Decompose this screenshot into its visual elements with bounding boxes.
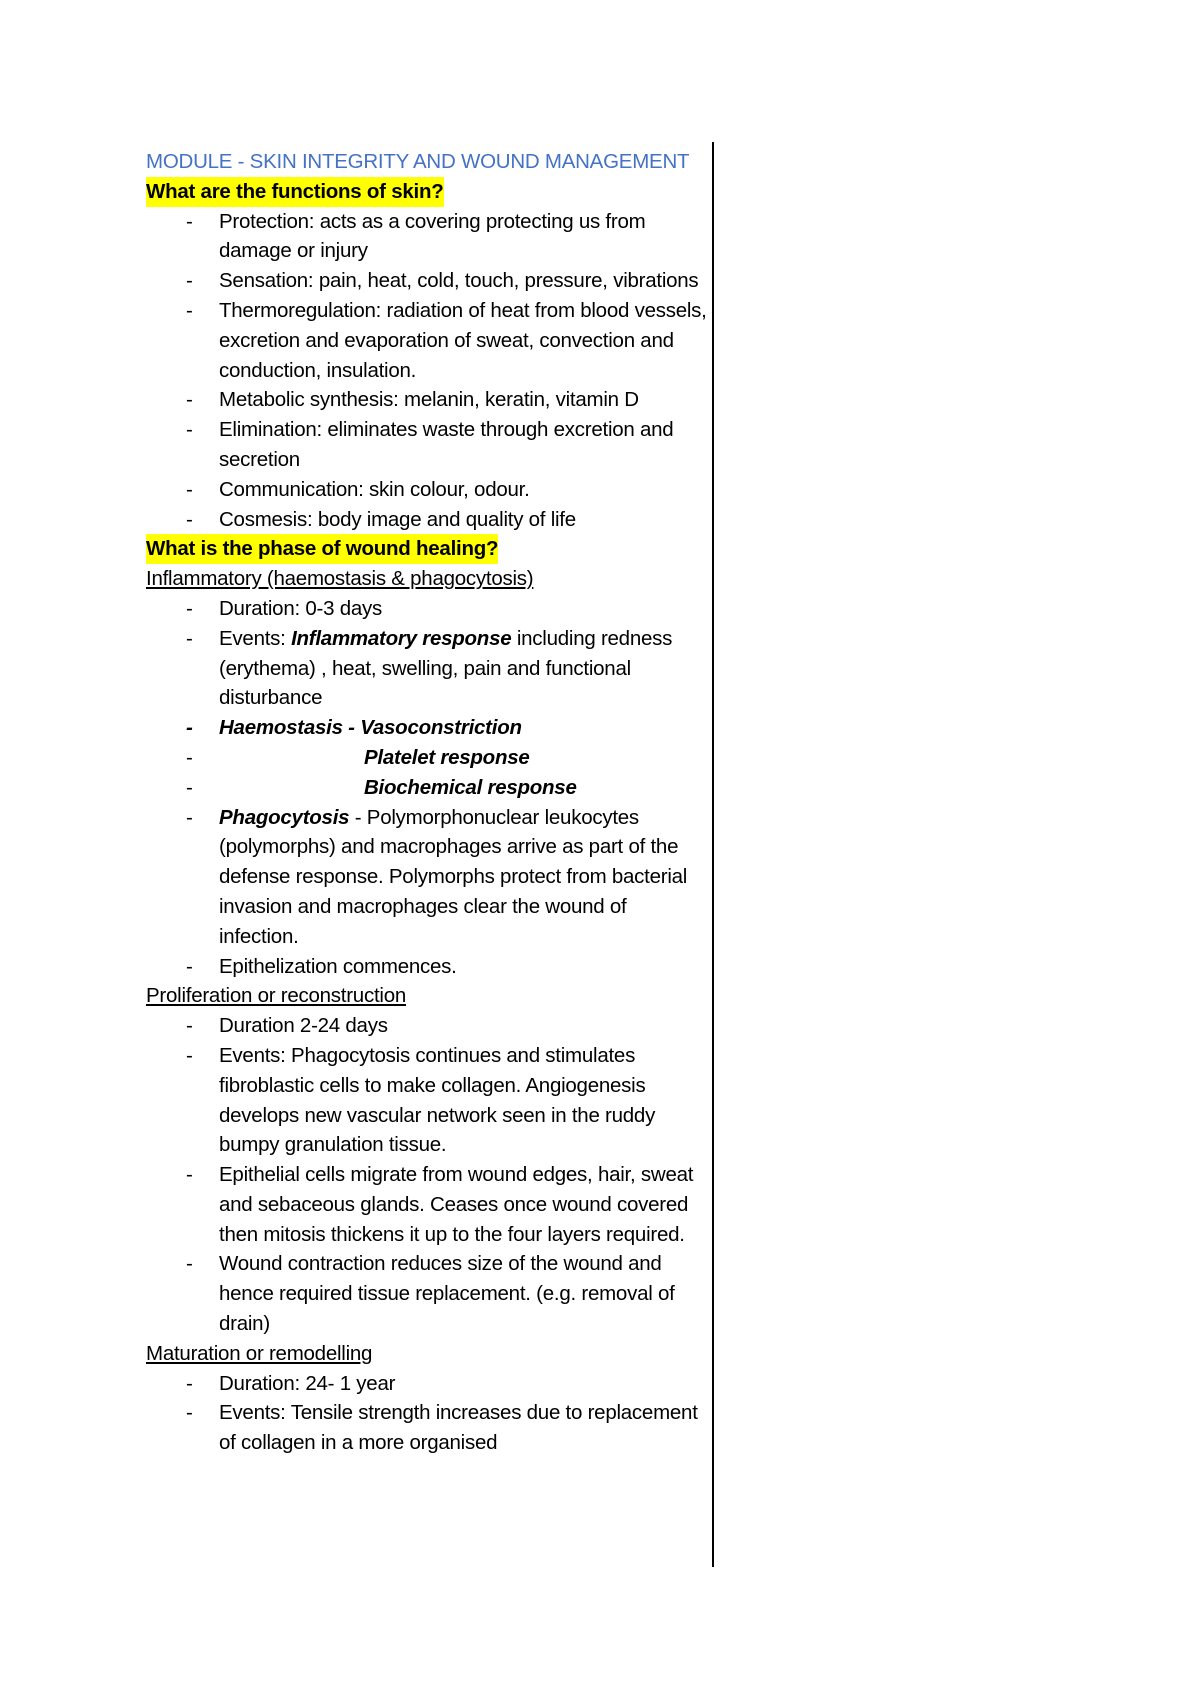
section-heading-maturation: Maturation or remodelling bbox=[146, 1341, 373, 1365]
section-heading-proliferation: Proliferation or reconstruction bbox=[146, 984, 407, 1008]
question-wound-healing: What is the phase of wound healing? bbox=[146, 534, 498, 564]
list-item: - Events: Tensile strength increases due to replacement of collagen in a more organised bbox=[146, 1398, 711, 1458]
list-item: - Metabolic synthesis: melanin, keratin, vitamin D bbox=[146, 385, 711, 415]
functions-list bbox=[146, 207, 711, 535]
biochemical-response-term: Biochemical response bbox=[364, 775, 577, 799]
inflammatory-response-term: Inflammatory response bbox=[291, 626, 512, 650]
platelet-response-term: Platelet response bbox=[364, 745, 530, 769]
proliferation-list bbox=[146, 1011, 711, 1339]
list-item bbox=[146, 773, 711, 803]
section-heading-inflammatory: Inflammatory (haemostasis & phagocytosis) bbox=[146, 567, 534, 591]
list-item: - Elimination: eliminates waste through excretion and secretion bbox=[146, 415, 711, 475]
question-skin-functions: What are the functions of skin? bbox=[146, 177, 444, 207]
maturation-list bbox=[146, 1369, 711, 1458]
list-item bbox=[146, 743, 711, 773]
phagocytosis-term: Phagocytosis bbox=[219, 805, 350, 829]
list-item: - Communication: skin colour, odour. bbox=[146, 475, 711, 505]
list-item: - Events: Phagocytosis continues and stimulates fibroblastic cells to make collagen. Angiogenesis develops new vascular network seen in the ruddy bumpy granulation tissue. bbox=[146, 1041, 711, 1160]
list-item: - Sensation: pain, heat, cold, touch, pressure, vibrations bbox=[146, 266, 711, 296]
vertical-rule bbox=[712, 142, 714, 1567]
module-title: MODULE - SKIN INTEGRITY AND WOUND MANAGEMENT bbox=[146, 150, 690, 173]
document-body bbox=[146, 147, 711, 1458]
list-item: - Haemostasis - Vasoconstriction bbox=[146, 713, 711, 743]
events-text: including redness (erythema) , heat, swelling, pain and functional disturbance bbox=[219, 626, 673, 710]
list-item: - Thermoregulation: radiation of heat from blood vessels, excretion and evaporation of sweat, convection and conduction, insulation. bbox=[146, 296, 711, 385]
list-item bbox=[146, 624, 711, 713]
list-item: - Duration: 0-3 days bbox=[146, 594, 711, 624]
list-item: - Wound contraction reduces size of the wound and hence required tissue replacement. (e.g. removal of drain) bbox=[146, 1249, 711, 1338]
list-item bbox=[146, 803, 711, 952]
inflammatory-list bbox=[146, 594, 711, 981]
phagocytosis-text: - Polymorphonuclear leukocytes (polymorphs) and macrophages arrive as part of the defense response. Polymorphs protect from bacterial invasion and macrophages clear the wound of infection. bbox=[219, 805, 688, 948]
list-item: - Duration 2-24 days bbox=[146, 1011, 711, 1041]
list-item: - Epithelization commences. bbox=[146, 952, 711, 982]
list-item: - Epithelial cells migrate from wound edges, hair, sweat and sebaceous glands. Ceases once wound covered then mitosis thickens it up to the four layers required. bbox=[146, 1160, 711, 1249]
list-item: - Cosmesis: body image and quality of life bbox=[146, 505, 711, 535]
list-item: - Duration: 24- 1 year bbox=[146, 1369, 711, 1399]
list-item: - Protection: acts as a covering protecting us from damage or injury bbox=[146, 207, 711, 267]
events-prefix: Events: bbox=[219, 626, 292, 650]
